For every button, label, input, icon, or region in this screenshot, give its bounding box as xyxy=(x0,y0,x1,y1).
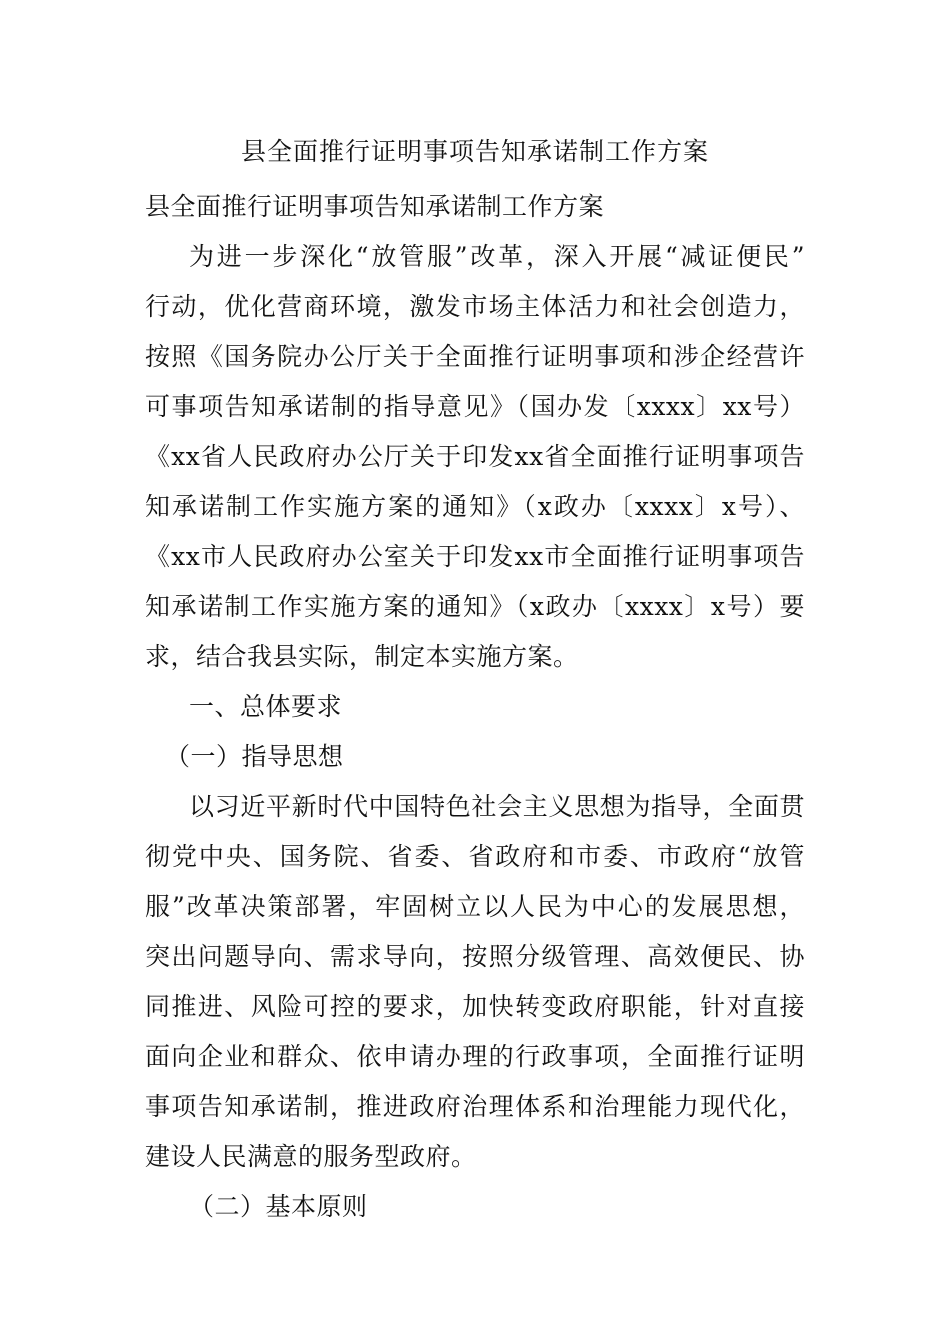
paragraph-line: 事项告知承诺制，推进政府治理体系和治理能力现代化， xyxy=(145,1092,805,1121)
paragraph-line: 可事项告知承诺制的指导意见》（国办发〔xxxx〕xx号） xyxy=(145,392,805,421)
document-body xyxy=(145,182,805,1232)
paragraph-line: 行动，优化营商环境，激发市场主体活力和社会创造力， xyxy=(145,292,805,321)
paragraph-line: 知承诺制工作实施方案的通知》（x政办〔xxxx〕x号）、 xyxy=(145,492,805,521)
paragraph-line: 知承诺制工作实施方案的通知》（x政办〔xxxx〕x号）要 xyxy=(145,592,805,621)
paragraph-line: 突出问题导向、需求导向，按照分级管理、高效便民、协 xyxy=(145,942,805,971)
paragraph-line: 服”改革决策部署，牢固树立以人民为中心的发展思想， xyxy=(145,892,805,921)
subsection-heading: （一）指导思想 xyxy=(165,742,344,771)
paragraph-line: 《xx省人民政府办公厅关于印发xx省全面推行证明事项告 xyxy=(145,442,805,471)
paragraph-line: 《xx市人民政府办公室关于印发xx市全面推行证明事项告 xyxy=(145,542,805,571)
paragraph-line: 按照《国务院办公厅关于全面推行证明事项和涉企经营许 xyxy=(145,342,805,371)
document-title: 县全面推行证明事项告知承诺制工作方案 xyxy=(240,137,709,166)
section-heading: 一、总体要求 xyxy=(189,692,343,721)
paragraph-line: 建设人民满意的服务型政府。 xyxy=(145,1142,477,1171)
paragraph-line: 以习近平新时代中国特色社会主义思想为指导，全面贯 xyxy=(189,792,805,821)
subtitle-line: 县全面推行证明事项告知承诺制工作方案 xyxy=(145,192,605,221)
paragraph-line: 求，结合我县实际，制定本实施方案。 xyxy=(145,642,579,671)
paragraph-line: 彻党中央、国务院、省委、省政府和市委、市政府“放管 xyxy=(145,842,805,871)
paragraph-line: 面向企业和群众、依申请办理的行政事项，全面推行证明 xyxy=(145,1042,805,1071)
paragraph-line: 为进一步深化“放管服”改革，深入开展“减证便民” xyxy=(189,242,805,271)
paragraph-line: 同推进、风险可控的要求，加快转变政府职能，针对直接 xyxy=(145,992,805,1021)
subsection-heading: （二）基本原则 xyxy=(189,1192,368,1221)
